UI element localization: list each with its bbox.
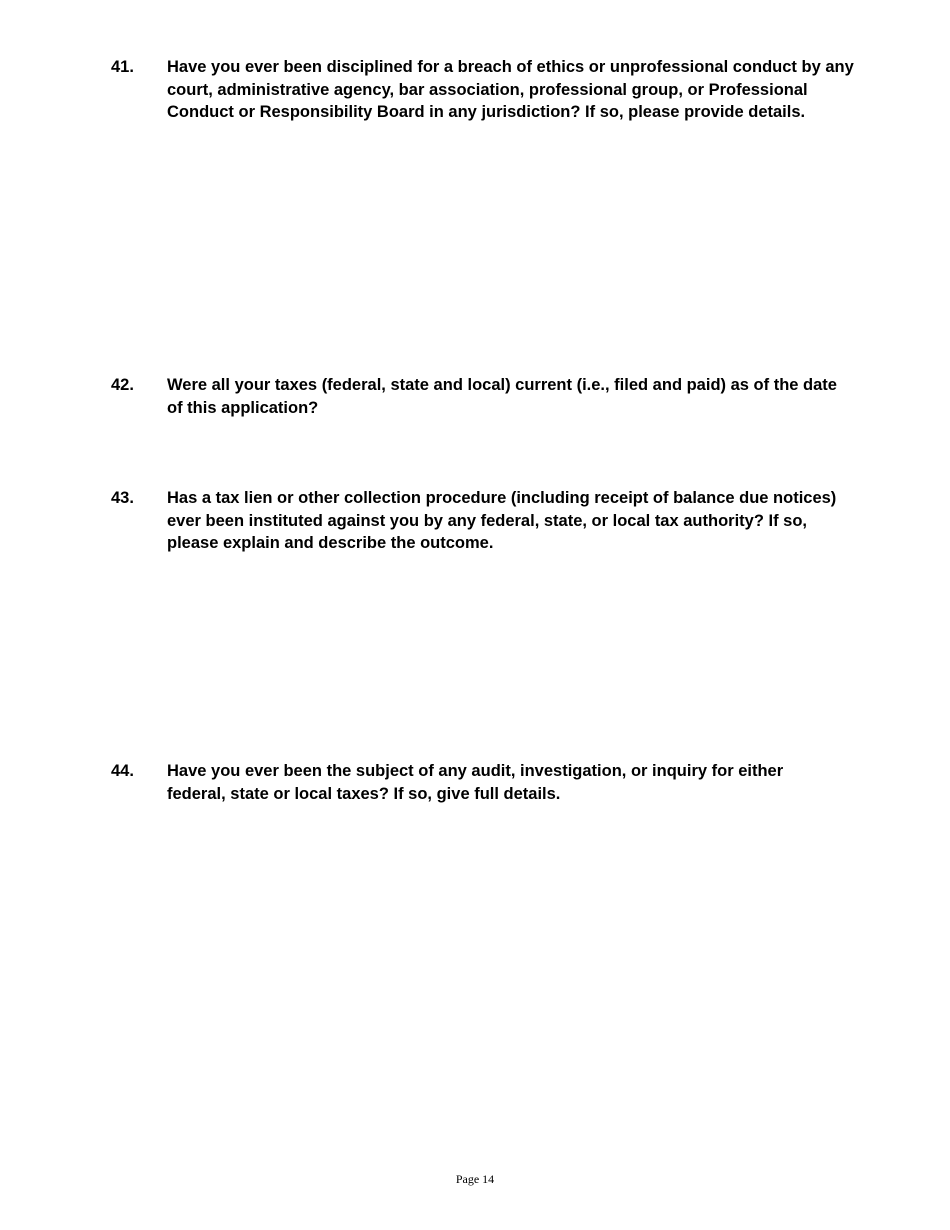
question-text-line: Has a tax lien or other collection procedure (including receipt of balance due notices) <box>167 489 837 507</box>
question-text-line: court, administrative agency, bar association, professional group, or Professional <box>167 80 808 99</box>
question-text <box>167 487 851 555</box>
question-text <box>167 56 854 124</box>
question-text-line: ever been instituted against you by any federal, state, or local tax authority? If so, <box>167 511 807 530</box>
question-text-line: federal, state or local taxes? If so, give full details. <box>167 784 561 803</box>
question-text-line: Conduct or Responsibility Board in any jurisdiction? If so, please provide details. <box>167 103 806 122</box>
question-text-line: Have you ever been disciplined for a breach of ethics or unprofessional conduct by any <box>167 58 854 76</box>
question-number: 42. <box>111 376 134 394</box>
question-number: 44. <box>111 762 134 780</box>
question-text <box>167 760 851 805</box>
question-text-line: of this application? <box>167 398 319 417</box>
question-text-line: please explain and describe the outcome. <box>167 534 494 553</box>
question-number: 41. <box>111 58 134 76</box>
page-number: Page 14 <box>455 1172 495 1186</box>
question-number: 43. <box>111 489 134 507</box>
question-text <box>167 374 851 419</box>
question-text-line: Were all your taxes (federal, state and local) current (i.e., filed and paid) as of the date <box>167 376 837 394</box>
question-text-line: Have you ever been the subject of any audit, investigation, or inquiry for either <box>167 762 784 780</box>
